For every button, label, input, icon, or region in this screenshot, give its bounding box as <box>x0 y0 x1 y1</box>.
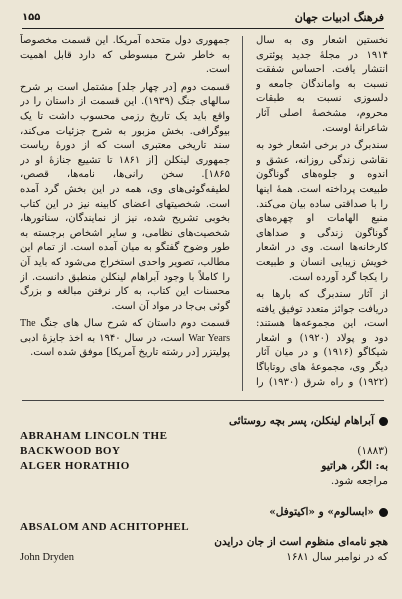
right-column <box>256 34 388 389</box>
right-paragraph-2: سندبرگ در برخی اشعار خود به نقاشی زندگی روزانه، عشق و اندوه و جلوه‌های گوناگون طبیعت پرداخته است. همهٔ اینها را با صداقتی ساده بیان می‌کند. منبع الهامات او چهره‌های گوناگون زندگی و صداهای کارخانه‌ها است. وی در اشعار خویش زیبایی انسان و طبیعت را یکجا گرد آورده است. <box>256 140 388 283</box>
right-paragraph-1: نخستین اشعار وی به سال ۱۹۱۴ در مجلهٔ جدید پوئتری انتشار یافت. احساس شفقت نسبت به واماندگان جامعه و دلسوزی نسبت به طبقات محروم، مشخصهٔ اصلی آثار شاعرانهٔ اوست. <box>256 35 388 134</box>
entry-fa-title: آبراهام لینکلن، پسر بچه روستائی <box>229 415 374 427</box>
running-title: فرهنگ ادبیات جهان <box>294 10 384 24</box>
entry-abraham-lincoln <box>20 414 388 489</box>
page-header <box>22 8 384 26</box>
entry-en-title-line2: BACKWOOD BOY <box>20 445 121 457</box>
war-years-fa: قسمت دوم داستان که شرح سال های جنگ <box>40 318 230 330</box>
entry-fa-title: «ابسالوم» و «اکیتوفل» <box>269 506 374 518</box>
right-paragraph-3: از آثار سندبرگ که بارها به دریافت جوائز متعدد توفیق یافته است، این مجموعه‌ها هستند: دود و پولاد (۱۹۲۰) و اشعار شیکاگو (۱۹۱۶) و در میان آثار دیگر وی، مجموعهٔ های روتاباگا (۱۹۲۲) و راه شرق (۱۹۳۰) را <box>256 289 388 388</box>
war-years-en: The War Years <box>20 318 230 344</box>
bullet-icon <box>379 508 388 517</box>
column-divider <box>242 36 243 391</box>
entry-en-title-line1: ABRAHAM LINCOLN THE <box>20 430 168 442</box>
entry-year: (۱۸۸۳) <box>357 445 388 457</box>
page-number: ۱۵۵ <box>22 11 41 23</box>
left-paragraph-1: جمهوری دول متحده آمریکا. این قسمت مخصوصاً به خاطر شرح مبسوطی که دارد قابل اهمیت است. <box>20 35 230 76</box>
entry-reference: مراجعه شود. <box>330 475 388 487</box>
entry-en-author: ALGER HORATHIO <box>20 460 130 472</box>
left-paragraph-2: قسمت دوم [در چهار جلد] مشتمل است بر شرح سالهای جنگ (۱۹۳۹). این قسمت از داستان را در واقع باید یک تاریخ رزمی محسوب داشت تا یک بیوگرافی. بخش مزبور به شرح جزئیات می‌کند، سند تاریخی معتبری است که از دورهٔ ریاست جمهوری لینکلن [از ۱۸۶۱ تا تشییع جنازهٔ او در ۱۸۶۵]. سخن رانی‌ها، نامه‌ها، قصص، لطیفه‌گوئی‌های وی، همه در این بخش گرد آمده است. شخصیتهای اعضای کابینه نیز در این کتاب بخوبی تشریح شده، نیز از نمایندگان، سناتورها، شخصیت‌های نظامی، و سایر اشخاص برجسته به طور وضوح گفتگو به میان آمده است. از تمام این مطالب، تصویر واحدی استخراج می‌شود که باید آن را کاملاً با وجود آبراهام لینکلن منطبق دانست. از محسنات این کتاب، به کار نرفتن مبالغه و بزرگ گوئی بی‌جا در مواد آن است. <box>20 81 230 312</box>
entry-fa-author: به: الگر، هراتیو <box>321 460 388 472</box>
entry-date: که در نوامبر سال ۱۶۸۱ <box>286 551 388 563</box>
header-rule <box>22 28 384 29</box>
entry-absalom-achitophel <box>20 505 388 565</box>
entry-en-title: ABSALOM AND ACHITOPHEL <box>20 521 190 533</box>
left-paragraph-3 <box>20 317 230 361</box>
section-separator <box>22 400 384 401</box>
entry-en-author: John Dryden <box>20 552 74 563</box>
left-column <box>20 34 230 399</box>
war-years-rest: است، در سال ۱۹۴۰ به اخذ جایزهٔ ادبی پولیتزر [در رشته تاریخ آمریکا] موفق شده است. <box>20 332 230 359</box>
bullet-icon <box>379 417 388 426</box>
entry-description: هجو نامه‌ای منظوم است از جان درایدن <box>214 536 388 548</box>
